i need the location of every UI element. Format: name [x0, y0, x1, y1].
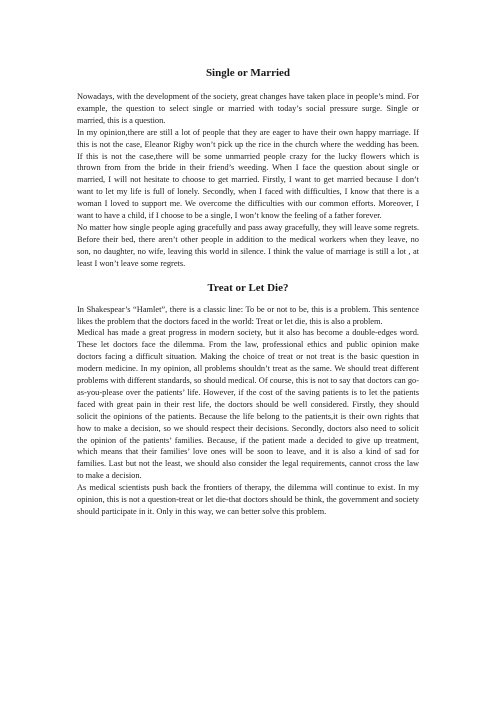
document-page: [77, 60, 419, 518]
essay1-paragraph-3: No matter how single people aging gracefully and pass away gracefully, they will leave some regrets. Before their bed, there aren’t other people in addition to the medical workers when they leave, no son, no daughter, no wife, leaving this world in silence. I think the value of marriage is still a lot , at least I won’t leave some regrets.: [77, 222, 419, 268]
essay2-paragraph-3: As medical scientists push back the frontiers of therapy, the dilemma will continue to exist. In my opinion, this is not a question-treat or let die-that doctors should be think, the government and society should participate in it. Only in this way, we can better solve this problem.: [77, 483, 419, 516]
essay1-paragraph-1: Nowadays, with the development of the society, great changes have taken place in people’s mind. For example, the question to select single or married with today’s social pressure surge. Single or married, this is a question.: [77, 92, 419, 125]
essay-title-single-or-married: Single or Married: [205, 67, 291, 79]
essay-title-treat-or-let-die: Treat or Let Die?: [207, 281, 289, 294]
essay2-paragraph-1: In Shakespear’s “Hamlet”, there is a classic line: To be or not to be, this is a problem. This sentence likes the problem that the doctors faced in the world: Treat or let die, this is also a problem.: [77, 304, 419, 326]
essay2-paragraph-2: Medical has made a great progress in modern society, but it also has become a double-edges word. These let doctors face the dilemma. From the law, professional ethics and public opinion make doctors facing a difficult situation. Making the choice of treat or not treat is the basic question in modern medicine. In my opinion, all problems shouldn’t treat as the same. We should treat different problems with different standards, so should medical. Of course, this is not to say that doctors can go-as-you-please over the patients’ life. However, if the cost of the saving patients is to let the patients faced with great pain in their rest life, the doctors should be well considered. Firstly, they should solicit the opinions of the patients. Because the life belong to the patients,it is their own rights that how to make a decision, so we should respect their decisions. Secondly, doctors also need to solicit the opinion of the patients’ families. Because, if the patient made a decided to give up treatment, which means that their families’ love ones will be soon to leave, and it is also a kind of sad for families. Last but not the least, we should also consider the legal requirements, cannot cross the law to make a decision.: [77, 328, 419, 481]
essay1-paragraph-2: In my opinion,there are still a lot of people that they are eager to have their own happy marriage. If this is not the case, Eleanor Rigby won’t pick up the rice in the church where the wedding has been. If this is not the case,there will be some unmarried people crazy for the lucky flowers which is thrown from from the bride in their friend’s weeding. When I face the question about single or married, I will not hesitate to choose to get married. Firstly, I want to get married because I don’t want to let my life is full of lonely. Secondly, when I faced with difficulties, I know that there is a woman I loved to support me. We overcome the difficulties with our common efforts. Moreover, I want to have a child, if I choose to be a single, I won’t know the feeling of a father forever.: [77, 127, 419, 221]
